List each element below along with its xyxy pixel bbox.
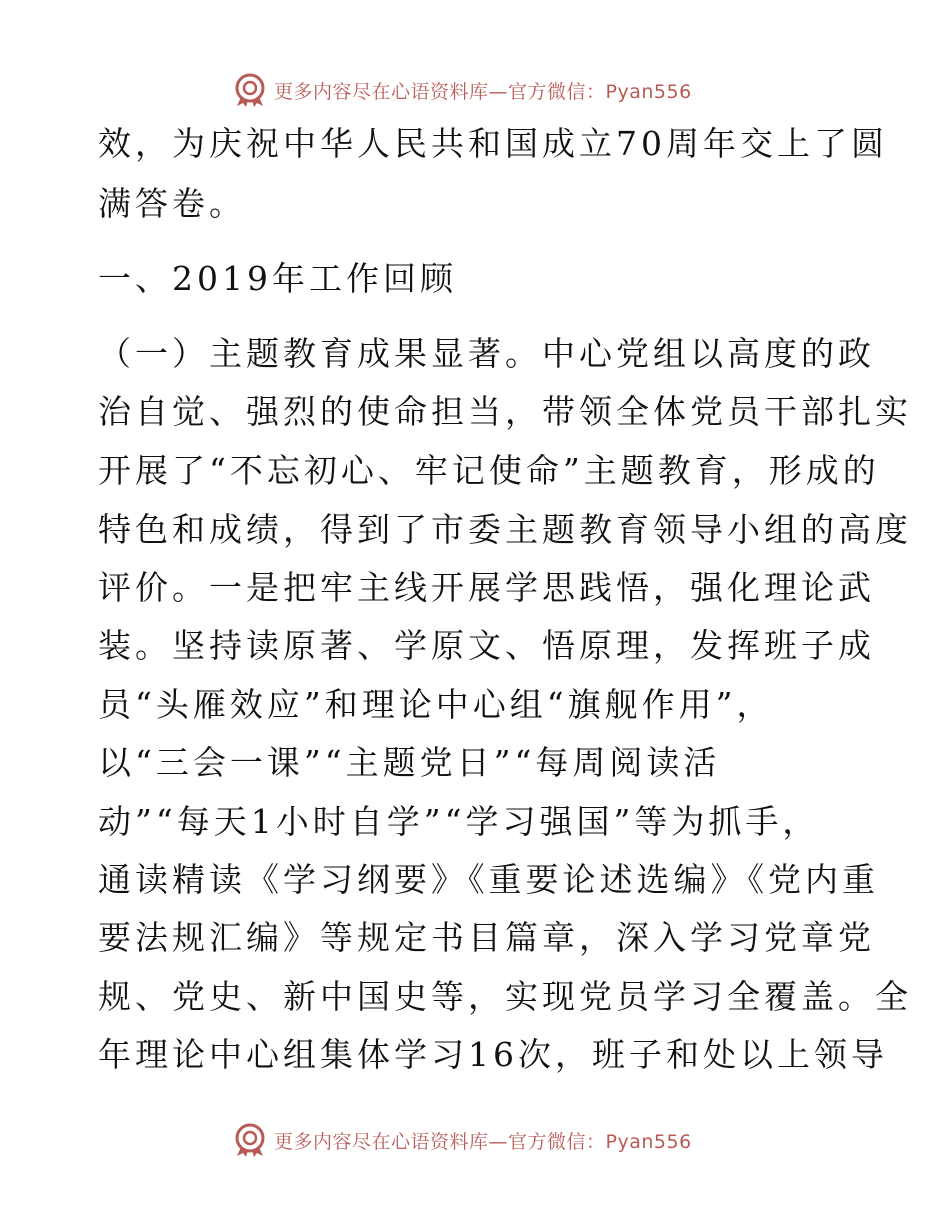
text-line: 特色和成绩，得到了市委主题教育领导小组的高度	[98, 510, 912, 549]
text-line: 开展了“不忘初心、牢记使命”主题教育，形成的	[98, 451, 880, 490]
ribbon-seal-logo-icon	[232, 72, 268, 108]
watermark-text: 更多内容尽在心语资料库—官方微信：Pyan556	[274, 80, 692, 103]
ribbon-seal-logo-icon	[232, 1122, 268, 1158]
text-line: 年理论中心组集体学习16次，班子和处以上领导	[98, 1035, 888, 1074]
text-line: 评价。一是把牢主线开展学思践悟，强化理论武	[98, 568, 875, 607]
text-line: 要法规汇编》等规定书目篇章，深入学习党章党	[98, 918, 875, 957]
watermark-text: 更多内容尽在心语资料库—官方微信：Pyan556	[274, 1130, 692, 1153]
text-line: 动”“每天1小时自学”“学习强国”等为抓手，	[98, 802, 820, 841]
text-line: 治自觉、强烈的使命担当，带领全体党员干部扎实	[98, 392, 912, 431]
text-line: （一）主题教育成果显著。中心党组以高度的政	[98, 334, 875, 373]
text-line: 效，为庆祝中华人民共和国成立70周年交上了圆	[98, 124, 888, 163]
text-line: 规、党史、新中国史等，实现党员学习全覆盖。全	[98, 977, 912, 1016]
text-line: 装。坚持读原著、学原文、悟原理，发挥班子成	[98, 626, 875, 665]
footer-watermark	[232, 1122, 692, 1158]
text-line: 以“三会一课”“主题党日”“每周阅读活	[98, 743, 721, 782]
text-line: 通读精读《学习纲要》《重要论述选编》《党内重	[98, 860, 879, 899]
text-line: 员“头雁效应”和理论中心组“旗舰作用”，	[98, 685, 774, 724]
section-heading: 一、2019年工作回顾	[98, 259, 457, 298]
header-watermark	[232, 72, 692, 108]
text-line: 满答卷。	[98, 184, 246, 223]
